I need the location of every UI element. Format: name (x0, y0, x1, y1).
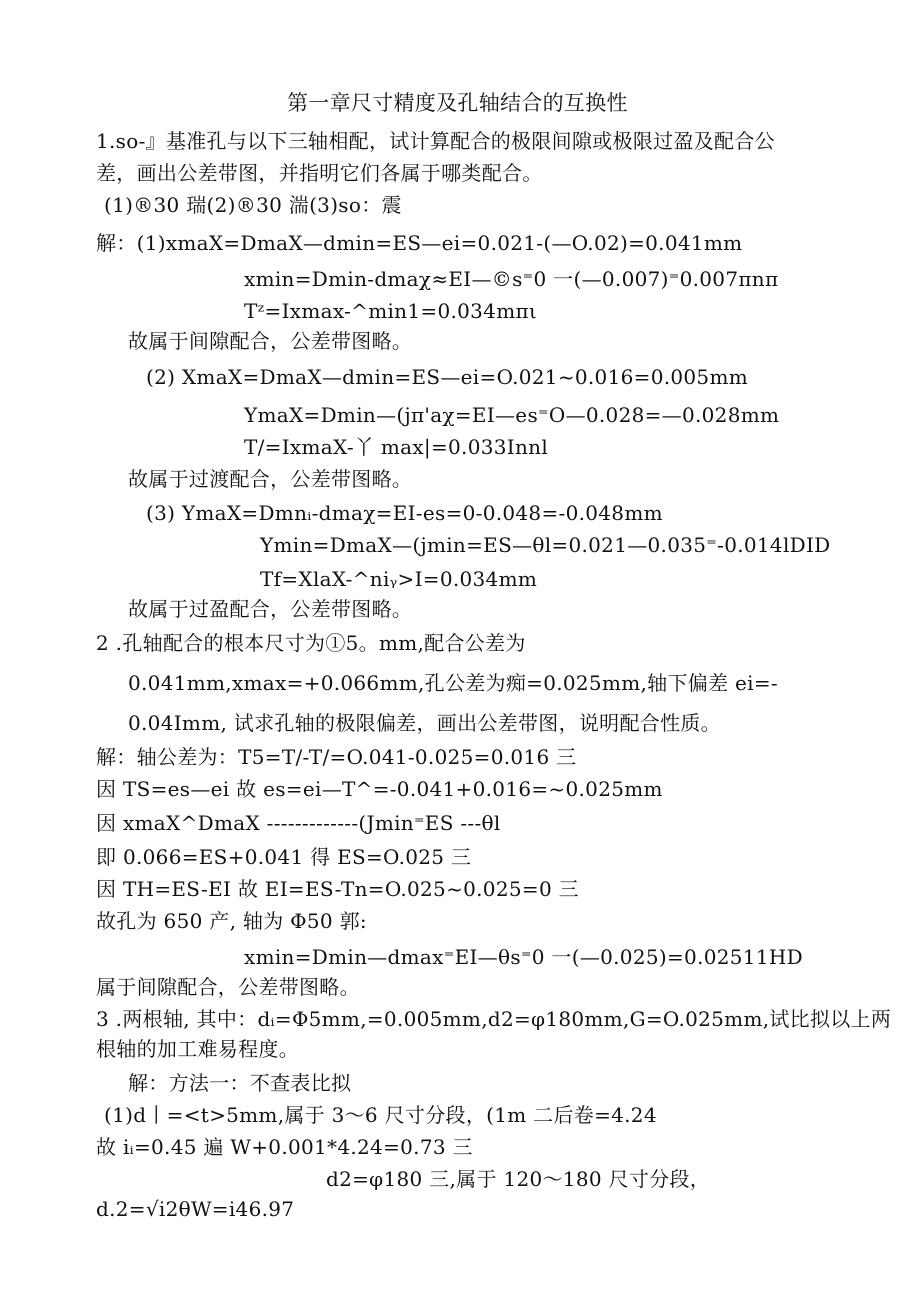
problem-2-line-3: 0.04Imm, 试求孔轴的极限偏差，画出公差带图，说明配合性质。 (128, 711, 721, 735)
problem-1-line-1: 1.so-』基准孔与以下三轴相配，试计算配合的极限间隙或极限过盈及配合公 (96, 129, 775, 153)
chapter-title: 第一章尺寸精度及孔轴结合的互换性 (287, 91, 628, 115)
problem-2-solution-line-1: 解：轴公差为：T5=T∕-T∕=O.041-0.025=0.016 三 (96, 745, 577, 769)
solution-3-line-1: (3) YmaX=Dmnᵢ-dmaχ=EI-es=0-0.048=-0.048mm (146, 501, 663, 525)
problem-1-fits: (1)®30 瑞(2)®30 湍(3)so：震 (104, 193, 402, 217)
solution-2-line-3: T/=IxmaX-丫 max|=0.033Innl (244, 435, 549, 459)
problem-2-solution-line-4: 即 0.066=ES+0.041 得 ES=O.025 三 (96, 845, 472, 869)
problem-2-solution-line-6: 故孔为 650 产, 轴为 Φ50 郭: (96, 909, 367, 933)
solution-3-line-3: Tf=XlaX-^niᵧ>I=0.034mm (260, 567, 538, 591)
problem-3-solution-line-4: d.2=√i2θW=i46.97 (96, 1197, 295, 1221)
problem-2-solution-line-3: 因 xmaX^DmaX -------------(Jmin⁼ES ---θl (96, 811, 501, 835)
solution-1-line-2: xmin=Dmin-dmaχ≈EI—©s⁼0 一(—0.007)⁼0.007πnπ (244, 267, 779, 291)
problem-1-line-2: 差，画出公差带图，并指明它们各属于哪类配合。 (96, 161, 543, 185)
solution-3-line-2: Ymin=DmaX—(jmin=ES—θl=0.021—0.035⁼-0.014lDID (260, 533, 831, 557)
problem-2-solution-line-5: 因 TH=ES-EI 故 EI=ES-Tn=O.025~0.025=0 三 (96, 877, 579, 901)
problem-3-solution-line-1: (1)d丨=<t>5mm,属于 3～6 尺寸分段，(1m 二后卷=4.24 (104, 1103, 657, 1127)
problem-2-solution-line-2: 因 TS=es—ei 故 es=ei—T^=-0.041+0.016=~0.025mm (96, 777, 663, 801)
solution-1-line-1: 解：(1)xmaX=DmaX—dmin=ES—ei=0.021-(—O.02)=0.041mm (96, 231, 743, 255)
problem-3-solution-line-2: 故 iᵢ=0.45 遍 W+0.001*4.24=0.73 三 (96, 1135, 473, 1159)
problem-3-line-2: 根轴的加工难易程度。 (96, 1037, 299, 1061)
solution-2-conclusion: 故属于过渡配合，公差带图略。 (128, 467, 413, 491)
problem-2-line-2: 0.041mm,xmax=+0.066mm,孔公差为痴=0.025mm,轴下偏差 ei=- (128, 671, 778, 695)
solution-2-line-1: (2) XmaX=DmaX—dmin=ES—ei=O.021~0.016=0.005mm (146, 365, 748, 389)
problem-3-line-1: 3 .两根轴, 其中：dᵢ=Φ5mm,=0.005mm,d2=φ180mm,G=O.025mm,试比拟以上两 (96, 1007, 892, 1031)
solution-2-line-2: YmaX=Dmin—(jπ'aχ=EI—es⁼O—0.028=—0.028mm (244, 403, 780, 427)
problem-2-solution-line-7: xmin=Dmin—dmax⁼EI—θs⁼0 一(—0.025)=0.02511HD (244, 945, 803, 969)
problem-3-solution-line-3: d2=φ180 三,属于 120～180 尺寸分段， (326, 1167, 711, 1191)
problem-2-conclusion: 属于间隙配合，公差带图略。 (96, 975, 360, 999)
problem-2-line-1: 2 .孔轴配合的根本尺寸为①5。mm,配合公差为 (96, 631, 526, 655)
solution-1-conclusion: 故属于间隙配合，公差带图略。 (128, 329, 413, 353)
problem-3-solution-heading: 解：方法一：不查表比拟 (128, 1071, 352, 1095)
solution-3-conclusion: 故属于过盈配合，公差带图略。 (128, 597, 413, 621)
solution-1-line-3: Tᶻ=Ixmax-^min1=0.034mπι (244, 299, 538, 323)
